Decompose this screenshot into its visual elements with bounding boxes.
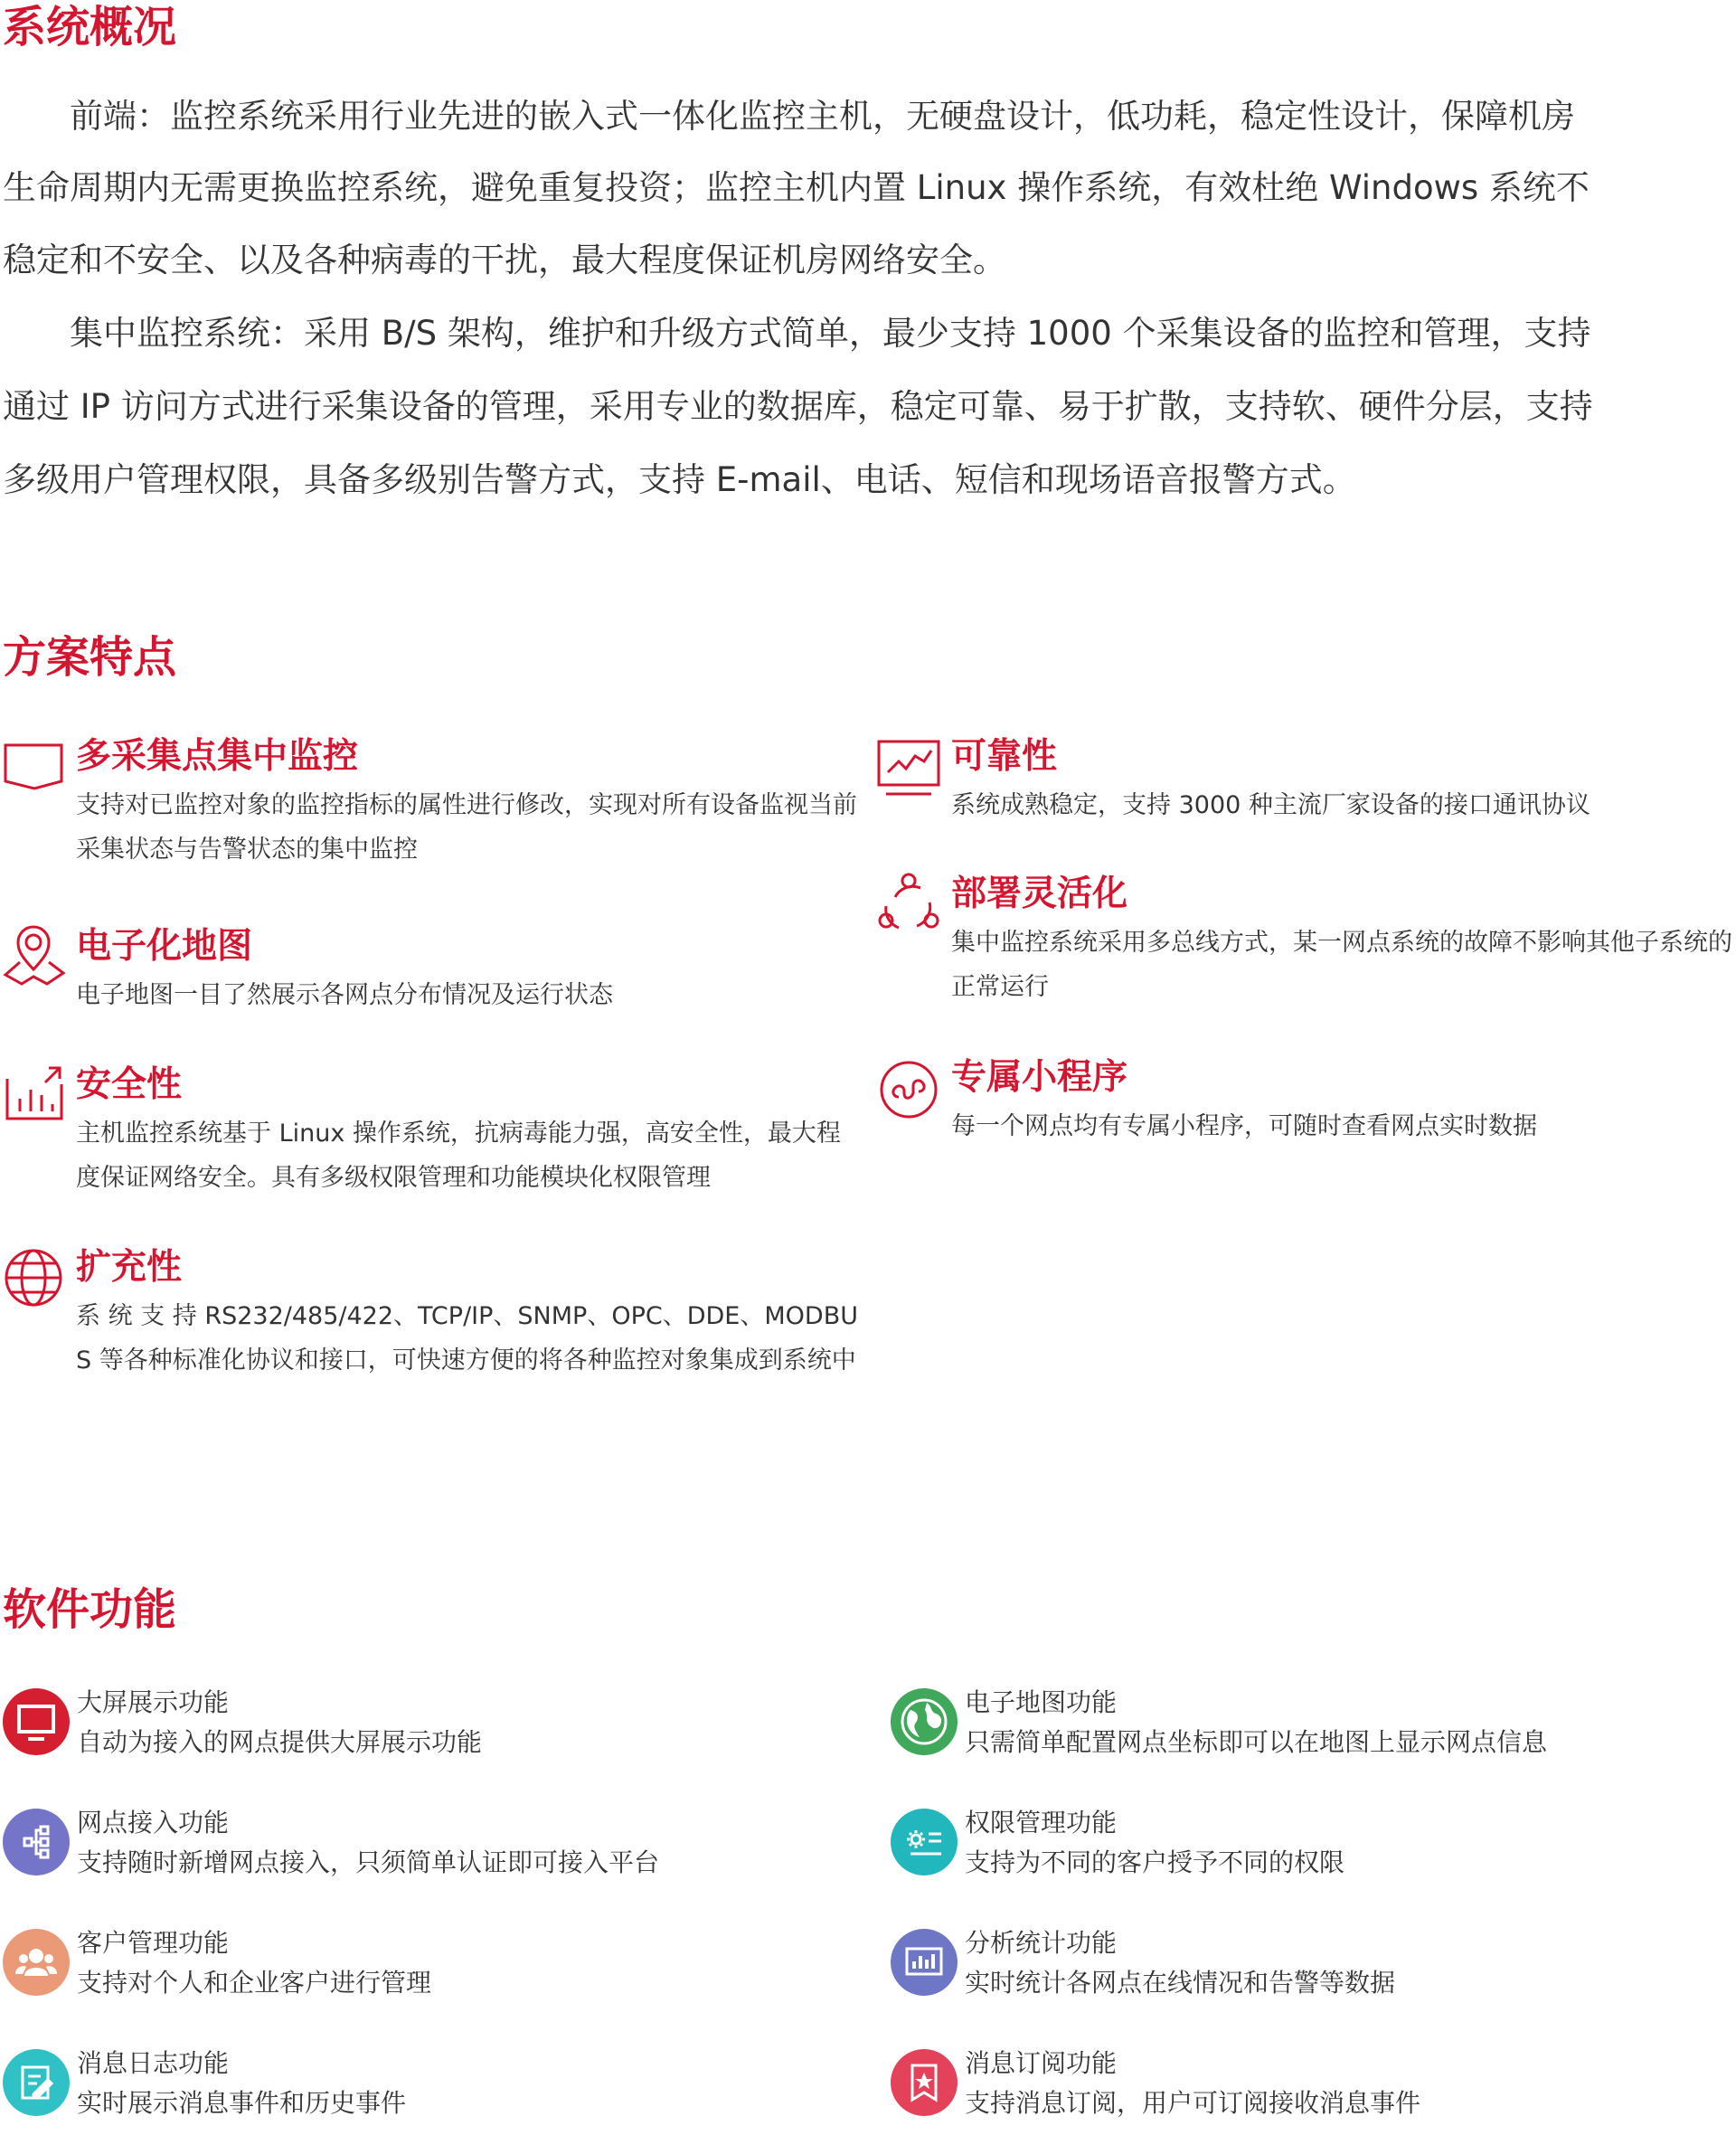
feature-desc: 主机监控系统基于 Linux 操作系统，抗病毒能力强，高安全性，最大程度保证网络安全。具有多级权限管理和功能模块化权限管理 <box>76 1120 841 1192</box>
overview-heading: 系统概况 <box>3 2 177 52</box>
feature-item <box>875 870 1736 1006</box>
stats-icon <box>891 1929 958 1996</box>
functions-heading: 软件功能 <box>3 1584 177 1635</box>
feature-item <box>0 1061 868 1196</box>
function-desc: 实时展示消息事件和历史事件 <box>77 2088 407 2118</box>
feature-item <box>875 1053 1736 1153</box>
feature-title: 专属小程序 <box>951 1057 1128 1098</box>
feature-item <box>0 922 868 1022</box>
settings-list-icon <box>891 1809 958 1875</box>
feature-desc: 系统成熟稳定，支持 3000 种主流厂家设备的接口通讯协议 <box>951 791 1590 819</box>
map-pin-icon <box>0 922 67 989</box>
function-title: 电子地图功能 <box>965 1687 1118 1717</box>
feature-desc: 电子地图一目了然展示各网点分布情况及运行状态 <box>76 981 613 1009</box>
feature-desc: 系 统 支 持 RS232/485/422、TCP/IP、SNMP、OPC、DDE、MODBUS 等各种标准化协议和接口，可快速方便的将各种监控对象集成到系统中 <box>76 1302 858 1375</box>
edit-icon <box>3 2049 70 2116</box>
function-desc: 支持随时新增网点接入，只须简单认证即可接入平台 <box>77 1847 660 1877</box>
function-desc: 只需简单配置网点坐标即可以在地图上显示网点信息 <box>965 1727 1548 1757</box>
overview-line: 通过 IP 访问方式进行采集设备的管理，采用专业的数据库，稳定可靠、易于扩散，支持软、硬件分层，支持 <box>3 387 1593 426</box>
feature-item <box>875 732 1736 832</box>
feature-item <box>0 1243 868 1424</box>
function-title: 客户管理功能 <box>77 1928 230 1958</box>
function-item <box>3 1809 816 1881</box>
feature-title: 安全性 <box>76 1064 183 1105</box>
line-chart-icon <box>875 732 942 799</box>
function-item <box>891 1929 1736 2001</box>
feature-title: 可靠性 <box>951 736 1058 777</box>
overview-line: 生命周期内无需更换监控系统，避免重复投资；监控主机内置 Linux 操作系统，有效杜绝 Windows 系统不 <box>3 168 1590 207</box>
function-item <box>891 1809 1736 1881</box>
overview-line: 前端：监控系统采用行业先进的嵌入式一体化监控主机，无硬盘设计，低功耗，稳定性设计，保障机房 <box>3 97 1575 136</box>
mini-program-icon <box>875 1053 942 1120</box>
function-title: 消息日志功能 <box>77 2048 230 2078</box>
feature-title: 扩充性 <box>76 1247 183 1288</box>
screen-icon <box>3 1688 70 1755</box>
feature-title: 电子化地图 <box>76 926 253 967</box>
feature-title: 多采集点集中监控 <box>76 736 359 777</box>
feature-desc: 集中监控系统采用多总线方式，某一网点系统的故障不影响其他子系统的正常运行 <box>951 929 1732 1001</box>
function-item <box>3 1688 816 1761</box>
bookmark-icon <box>891 2049 958 2116</box>
node-icon <box>3 1809 70 1875</box>
function-title: 网点接入功能 <box>77 1808 230 1838</box>
function-item <box>891 2049 1736 2121</box>
bar-chart-icon <box>0 1061 67 1128</box>
function-item <box>3 1929 816 2001</box>
network-icon <box>875 870 942 937</box>
monitor-icon <box>0 732 67 799</box>
function-desc: 支持为不同的客户授予不同的权限 <box>965 1847 1345 1877</box>
function-title: 大屏展示功能 <box>77 1687 230 1717</box>
function-desc: 实时统计各网点在线情况和告警等数据 <box>965 1968 1396 1998</box>
feature-desc: 支持对已监控对象的监控指标的属性进行修改，实现对所有设备监视当前采集状态与告警状态的集中监控 <box>76 791 857 864</box>
globe-icon <box>0 1243 67 1310</box>
overview-line: 集中监控系统：采用 B/S 架构，维护和升级方式简单，最少支持 1000 个采集设备的监控和管理，支持 <box>3 314 1591 353</box>
feature-desc: 每一个网点均有专属小程序，可随时查看网点实时数据 <box>951 1112 1537 1140</box>
function-desc: 支持对个人和企业客户进行管理 <box>77 1968 432 1998</box>
feature-title: 部署灵活化 <box>951 874 1128 914</box>
features-heading: 方案特点 <box>3 632 177 683</box>
function-title: 分析统计功能 <box>965 1928 1118 1958</box>
function-desc: 自动为接入的网点提供大屏展示功能 <box>77 1727 483 1757</box>
function-desc: 支持消息订阅，用户可订阅接收消息事件 <box>965 2088 1421 2118</box>
overview-line: 多级用户管理权限，具备多级别告警方式，支持 E-mail、电话、短信和现场语音报警方式。 <box>3 460 1356 499</box>
overview-line: 稳定和不安全、以及各种病毒的干扰，最大程度保证机房网络安全。 <box>3 241 1006 279</box>
globe-map-icon <box>891 1688 958 1755</box>
users-icon <box>3 1929 70 1996</box>
function-item <box>3 2049 816 2121</box>
function-title: 消息订阅功能 <box>965 2048 1118 2078</box>
feature-item <box>0 732 868 868</box>
function-item <box>891 1688 1736 1761</box>
function-title: 权限管理功能 <box>965 1808 1118 1838</box>
